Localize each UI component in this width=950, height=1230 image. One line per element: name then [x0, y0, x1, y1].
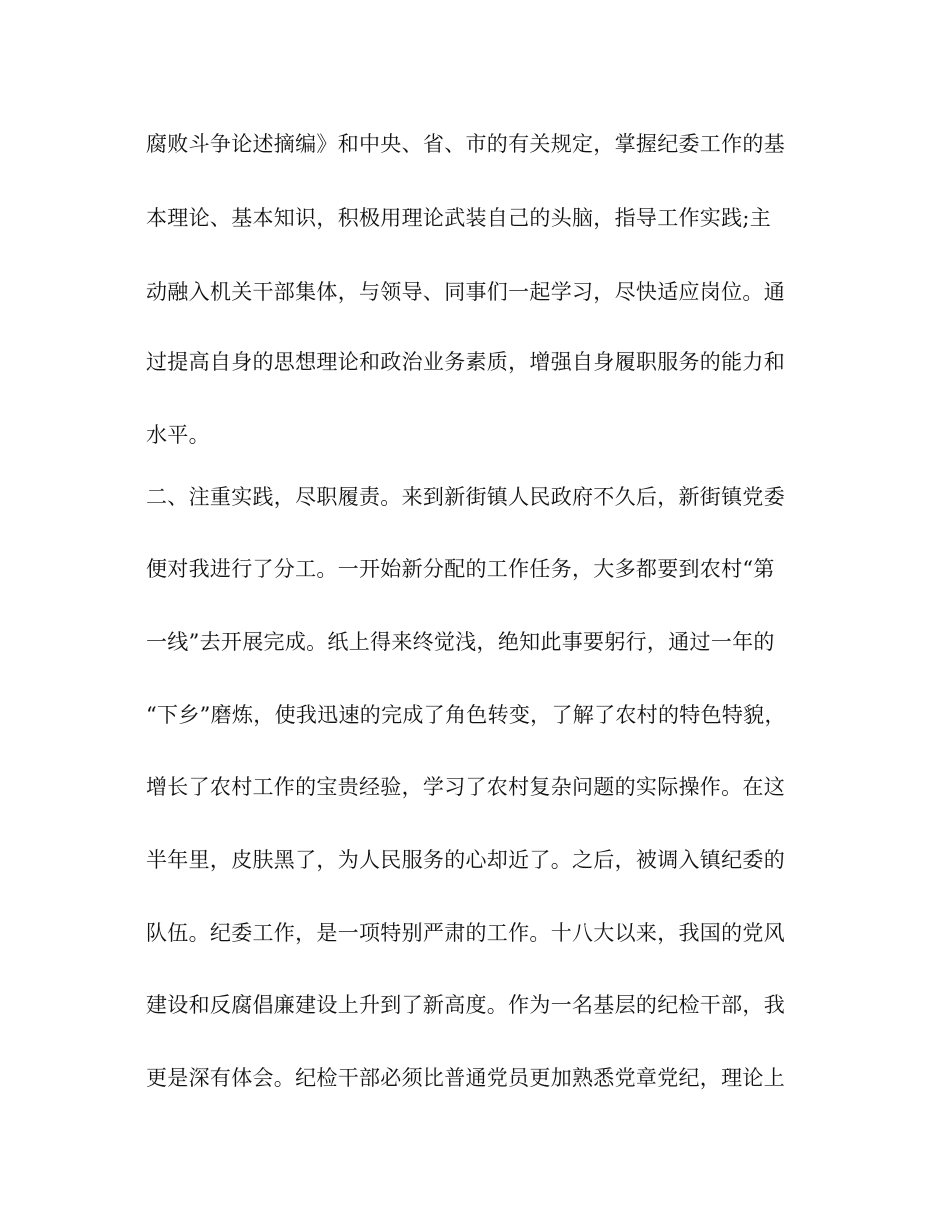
text-line: 过提高自身的思想理论和政治业务素质，增强自身履职服务的能力和 — [146, 350, 785, 374]
text-line: 水平。 — [146, 423, 210, 447]
text-line: 增长了农村工作的宝贵经验，学习了农村复杂问题的实际操作。在这 — [146, 775, 785, 799]
text-line: 便对我进行了分工。一开始新分配的工作任务，大多都要到农村“第 — [146, 557, 775, 581]
text-line: “下乡”磨炼，使我迅速的完成了角色转变，了解了农村的特色特貌， — [146, 703, 786, 727]
text-line: 建设和反腐倡廉建设上升到了新高度。作为一名基层的纪检干部，我 — [146, 993, 785, 1017]
text-line: 本理论、基本知识，积极用理论武装自己的头脑，指导工作实践;主 — [146, 206, 772, 230]
section-heading-line: 二、注重实践，尽职履责。来到新街镇人民政府不久后，新街镇党委 — [146, 485, 785, 509]
text-line: 动融入机关干部集体，与领导、同事们一起学习，尽快适应岗位。通 — [146, 280, 785, 304]
text-line: 腐败斗争论述摘编》和中央、省、市的有关规定，掌握纪委工作的基 — [146, 132, 785, 156]
text-line: 半年里，皮肤黑了，为人民服务的心却近了。之后，被调入镇纪委的 — [146, 848, 785, 872]
text-line: 队伍。纪委工作，是一项特别严肃的工作。十八大以来，我国的党风 — [146, 921, 785, 945]
text-line: 更是深有体会。纪检干部必须比普通党员更加熟悉党章党纪，理论上 — [146, 1066, 785, 1090]
text-line: 一线”去开展完成。纸上得来终觉浅，绝知此事要躬行，通过一年的 — [146, 630, 775, 654]
